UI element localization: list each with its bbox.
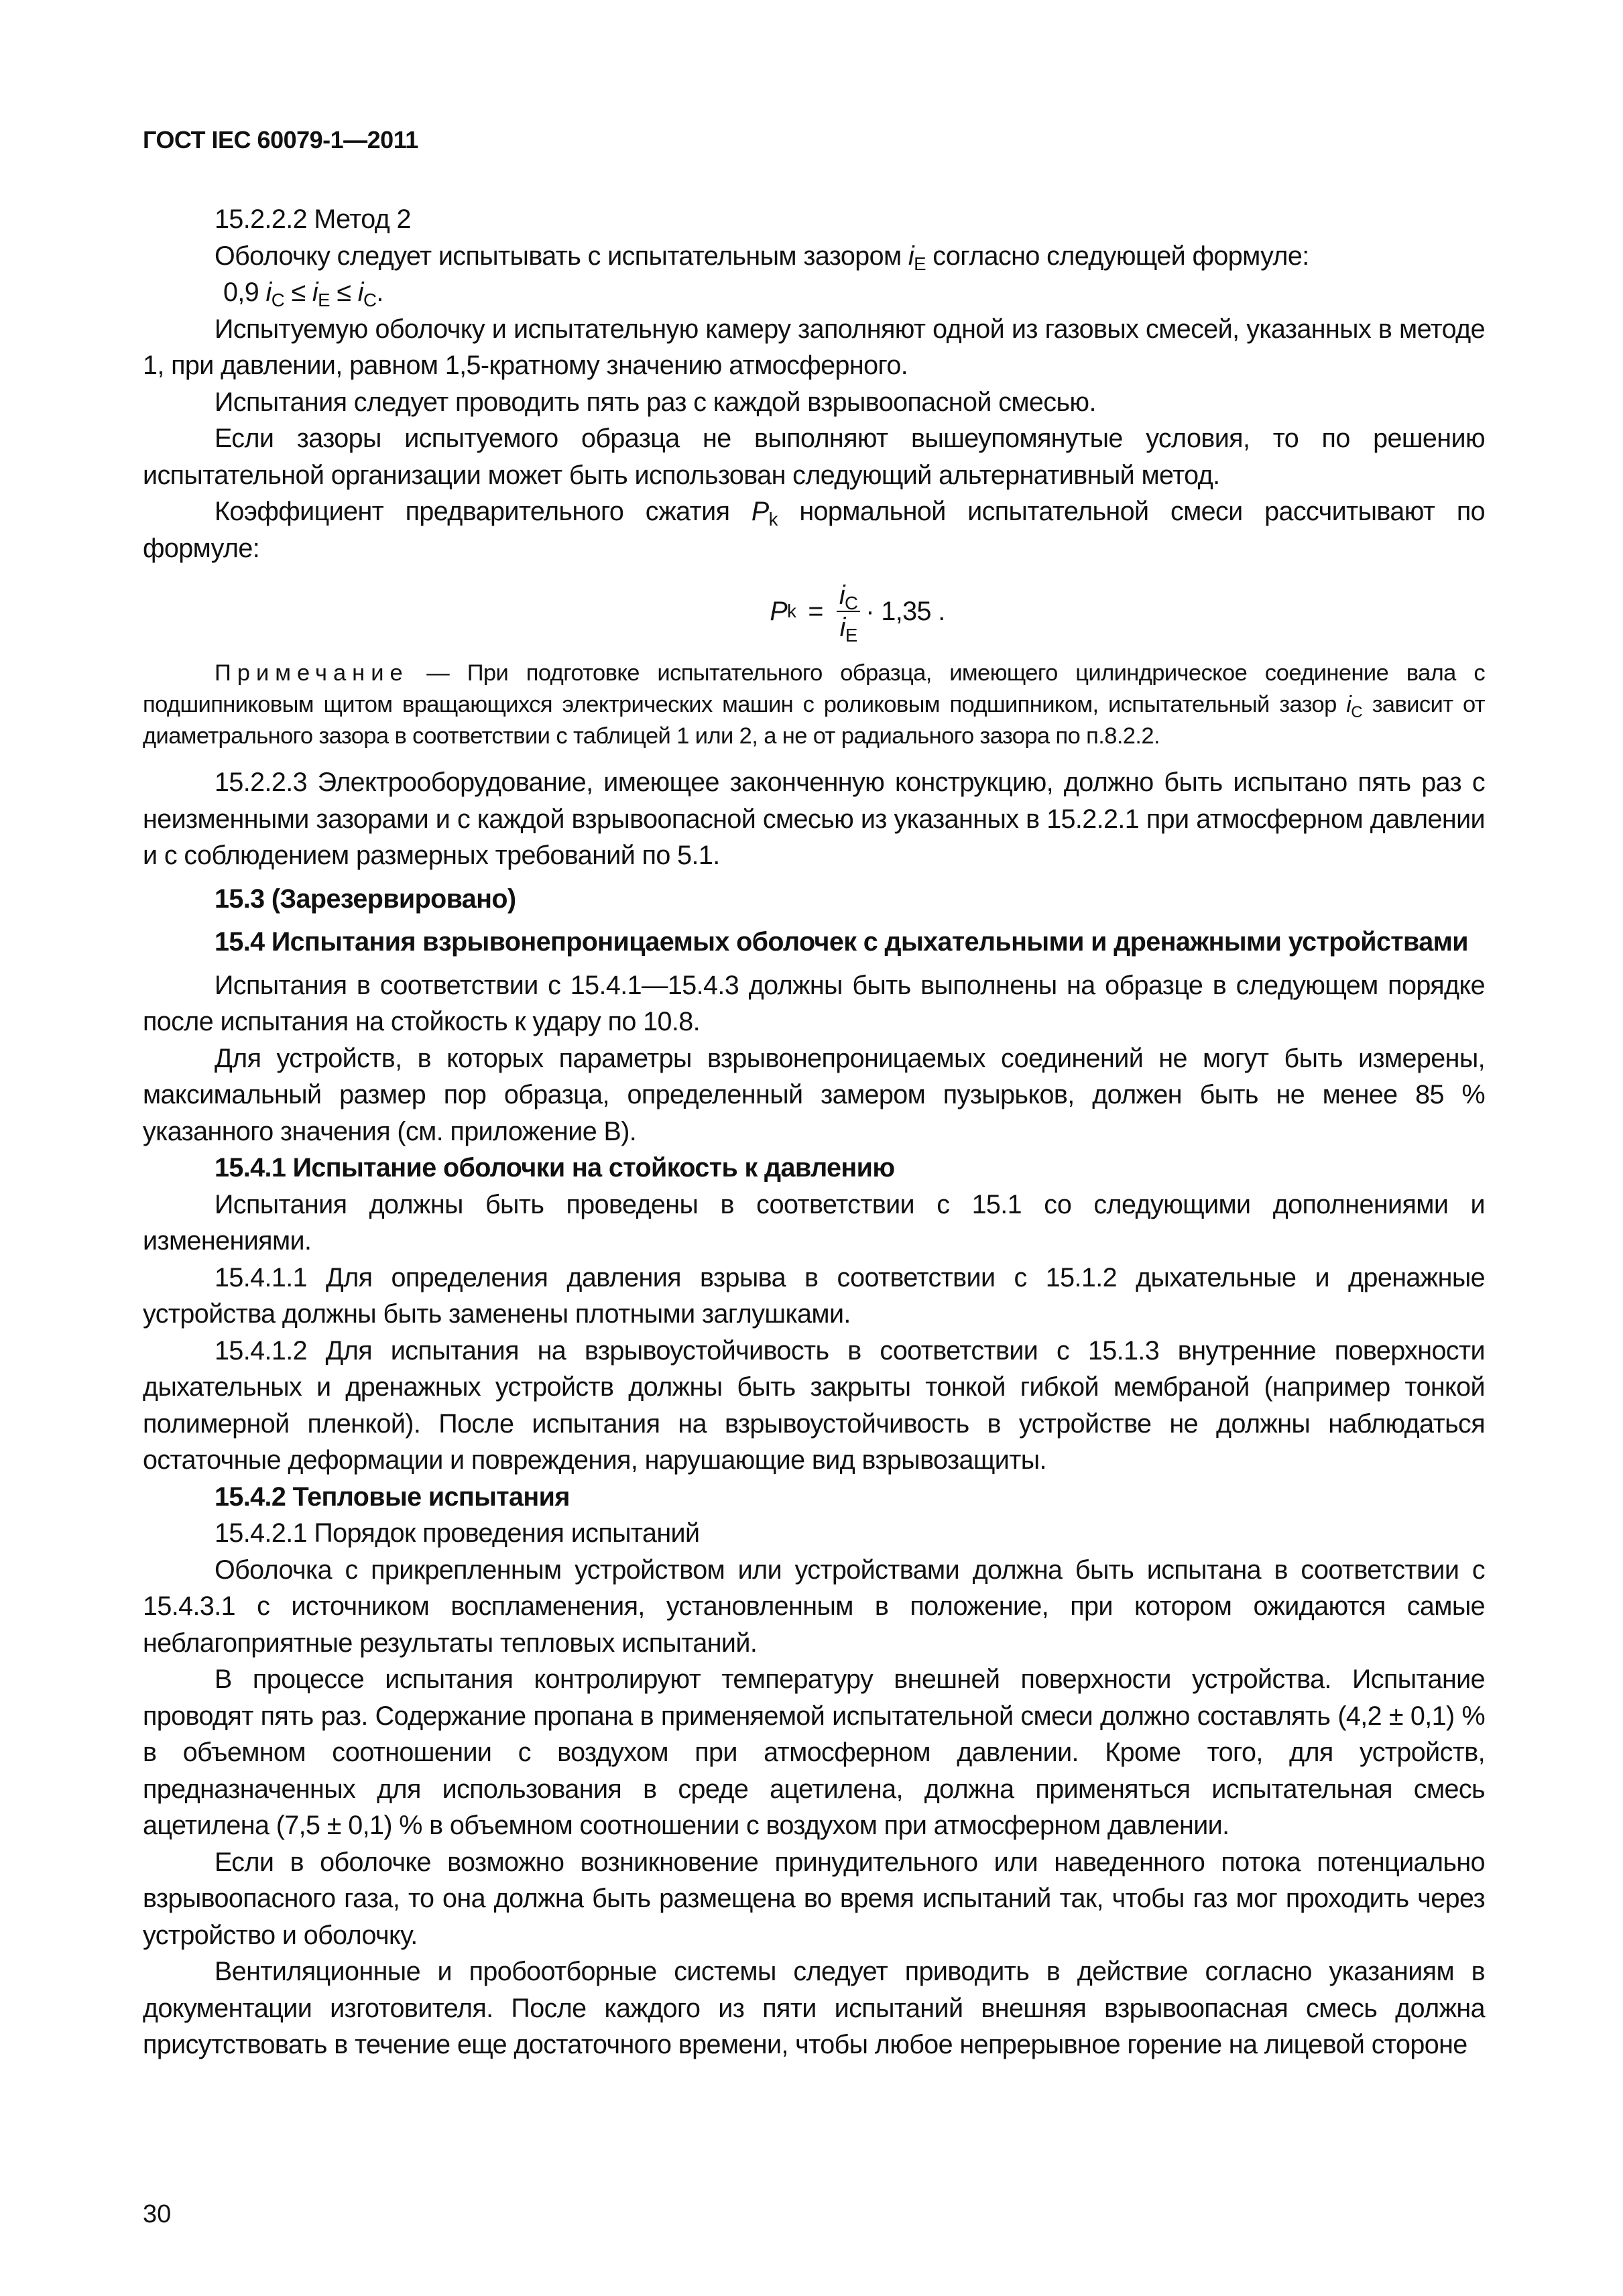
- paragraph: 15.4.1.2 Для испытания на взрывоустойчивость в соответствии с 15.1.3 внутренние поверхности дыхательных и дренажных устройств должны быть закрыты тонкой гибкой мембраной (например тонкой полимерной пленкой). После испытания на взрывоустойчивость в устройстве не должны наблюдаться остаточные деформации и повреждения, нарушающие вид взрывозащиты.: [143, 1335, 1485, 1475]
- section-15-2-2-2-title: 15.2.2.2 Метод 2: [215, 204, 411, 234]
- paragraph: 15.4.1.1 Для определения давления взрыва в соответствии с 15.1.2 дыхательные и дренажные устройства должны быть заменены плотными заглушками.: [143, 1262, 1485, 1329]
- section-15-2-2-3: 15.2.2.3 Электрооборудование, имеющее законченную конструкцию, должно быть испытано пять раз с неизменными зазорами и с каждой взрывоопасной смесью из указанных в 15.2.2.1 при атмосферном давлении и с соблюдением размерных требований по 5.1.: [143, 768, 1485, 870]
- paragraph: Оболочку следует испытывать с испытательным зазором $i_E$ согласно следующей формуле:: [215, 241, 1309, 274]
- document-header: ГОСТ IEC 60079-1—2011: [143, 126, 418, 154]
- note: Примечание — При подготовке испытательного образца, имеющего цилиндрическое соединение вала с подшипниковым щитом вращающихся электрических машин с роликовым подшипником, испытательный зазор $i_C$ зависит от диаметрального зазора в соответствии с таблицей 1 или 2, а не от радиального зазора по п.8.2.2.: [143, 660, 1485, 749]
- fraction: $\frac{i_C}{i_E}$: [837, 580, 861, 643]
- section-15-4-2-title: 15.4.2 Тепловые испытания: [215, 1482, 570, 1512]
- paragraph: Коэффициент предварительного сжатия $P_k$ нормальной испытательной смеси рассчитывают по формуле:: [143, 497, 1485, 563]
- paragraph: Для устройств, в которых параметры взрывонепроницаемых соединений не могут быть измерены, максимальный размер пор образца, определенный замером пузырьков, должен быть не менее 85 % указанного значения (см. приложение В).: [143, 1043, 1485, 1146]
- page-number: 30: [143, 2200, 172, 2228]
- section-15-3-title: 15.3 (Зарезервировано): [215, 884, 516, 914]
- paragraph: Вентиляционные и пробоотборные системы следует приводить в действие согласно указаниям в документации изготовителя. После каждого из пяти испытаний внешняя взрывоопасная смесь должна присутствовать в течение еще достаточного времени, чтобы любое непрерывное горение на лицевой стороне: [143, 1957, 1485, 2059]
- paragraph: Испытания в соответствии с 15.4.1—15.4.3 должны быть выполнены на образце в следующем порядке после испытания на стойкость к удару по 10.8.: [143, 970, 1485, 1036]
- paragraph: Испытания следует проводить пять раз с каждой взрывоопасной смесью.: [215, 387, 1096, 417]
- formula-gap-condition: 0,9 $i_C \le i_E \le i_C$.: [223, 278, 383, 310]
- document-body: [143, 201, 1485, 2063]
- paragraph: 15.4.2.1 Порядок проведения испытаний: [215, 1518, 700, 1548]
- paragraph: В процессе испытания контролируют температуру внешней поверхности устройства. Испытание проводят пять раз. Содержание пропана в применяемой испытательной смеси должно составлять (4,2 ± 0,1) % в объемном соотношении с воздухом при атмосферном давлении. Кроме того, для устройств, предназначенных для использования в среде ацетилена, должна применяться испытательная смесь ацетилена (7,5 ± 0,1) % в объемном соотношении с воздухом при атмосферном давлении.: [143, 1665, 1485, 1840]
- paragraph: Если зазоры испытуемого образца не выполняют вышеупомянутые условия, то по решению испытательной организации может быть использован следующий альтернативный метод.: [143, 424, 1485, 490]
- section-15-4-1-title: 15.4.1 Испытание оболочки на стойкость к давлению: [215, 1153, 895, 1183]
- formula-precompression: P k = $\frac{i_C}{i_E}$ · 1,35 .: [770, 581, 945, 646]
- paragraph: Если в оболочке возможно возникновение принудительного или наведенного потока потенциально взрывоопасного газа, то она должна быть размещена во время испытаний так, чтобы газ мог проходить через устройство и оболочку.: [143, 1847, 1485, 1950]
- paragraph: Оболочка с прикрепленным устройством или устройствами должна быть испытана в соответствии с 15.4.3.1 с источником воспламенения, установленным в положение, при котором ожидаются самые неблагоприятные результаты тепловых испытаний.: [143, 1555, 1485, 1658]
- section-15-4-title: 15.4 Испытания взрывонепроницаемых оболочек с дыхательными и дренажными устройствами: [215, 927, 1468, 957]
- paragraph: Испытуемую оболочку и испытательную камеру заполняют одной из газовых смесей, указанных в методе 1, при давлении, равном 1,5-кратному значению атмосферного.: [143, 314, 1485, 380]
- paragraph: Испытания должны быть проведены в соответствии с 15.1 со следующими дополнениями и изменениями.: [143, 1189, 1485, 1256]
